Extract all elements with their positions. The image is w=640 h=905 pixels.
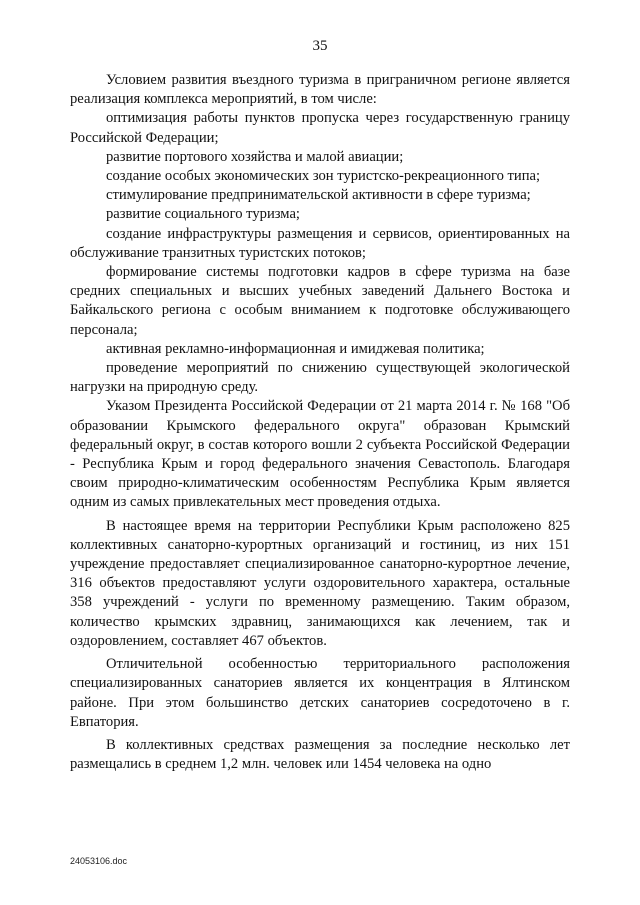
list-item-port-aviation: развитие портового хозяйства и малой авиации; bbox=[106, 148, 404, 165]
paragraph-crimea-facilities: В настоящее время на территории Республики Крым расположено 825 коллективных санаторно-курортных организаций и гостиниц, из них 151 учреждение предоставляет специализированное санаторно-курортное лечение, 316 объектов предоставляют услуги оздоровительного характера, остальные 358 учреждений - услуги по временному размещению. Таким образом, количество крымских здравниц, занимающихся как лечением, так и оздоровлением, составляет 467 объектов. bbox=[70, 517, 570, 649]
list-item-staff-training: формирование системы подготовки кадров в сфере туризма на базе средних специальных и высших учебных заведений Дальнего Востока и Байкальского региона с особым вниманием к подготовке обслуживающего персонала; bbox=[70, 264, 570, 338]
list-item-social-tourism: развитие социального туризма; bbox=[106, 206, 300, 223]
paragraph-accommodation-stats: В коллективных средствах размещения за последние несколько лет размещались в среднем 1,2 млн. человек или 1454 человека на одно bbox=[70, 736, 570, 773]
paragraph-crimea-district: Указом Президента Российской Федерации от 21 марта 2014 г. № 168 "Об образовании Крымского федерального округа" образован Крымский федеральный округ, в состав которого вошли 2 субъекта Российской Федерации - Республика Крым и город федерального значения Севастополь. Благодаря своим природно-климатическим особенностям Республика Крым является одним из самых привлекательных мест проведения отдыха. bbox=[70, 398, 570, 511]
list-item-entrepreneurship: стимулирование предпринимательской активности в сфере туризма; bbox=[106, 187, 531, 204]
footer-filename: 24053106.doc bbox=[70, 856, 128, 866]
list-item-ecology: проведение мероприятий по снижению существующей экологической нагрузки на природную среду. bbox=[70, 360, 570, 396]
list-item-infrastructure: создание инфраструктуры размещения и сервисов, ориентированных на обслуживание транзитных туристских потоков; bbox=[70, 225, 570, 261]
document-body bbox=[70, 71, 570, 774]
list-item-economic-zones: создание особых экономических зон туристско-рекреационного типа; bbox=[106, 168, 541, 185]
page-number: 35 bbox=[312, 38, 328, 54]
list-item-checkpoints: оптимизация работы пунктов пропуска через государственную границу Российской Федерации; bbox=[70, 110, 570, 146]
list-item-advertising: активная рекламно-информационная и имиджевая политика; bbox=[106, 340, 485, 357]
paragraph-sanatoria-location: Отличительной особенностью территориального расположения специализированных санаториев является их концентрация в Ялтинском районе. При этом большинство детских санаториев сосредоточено в г. Евпатория. bbox=[70, 656, 570, 730]
paragraph-intro: Условием развития въездного туризма в приграничном регионе является реализация комплекса мероприятий, в том числе: bbox=[70, 72, 570, 108]
